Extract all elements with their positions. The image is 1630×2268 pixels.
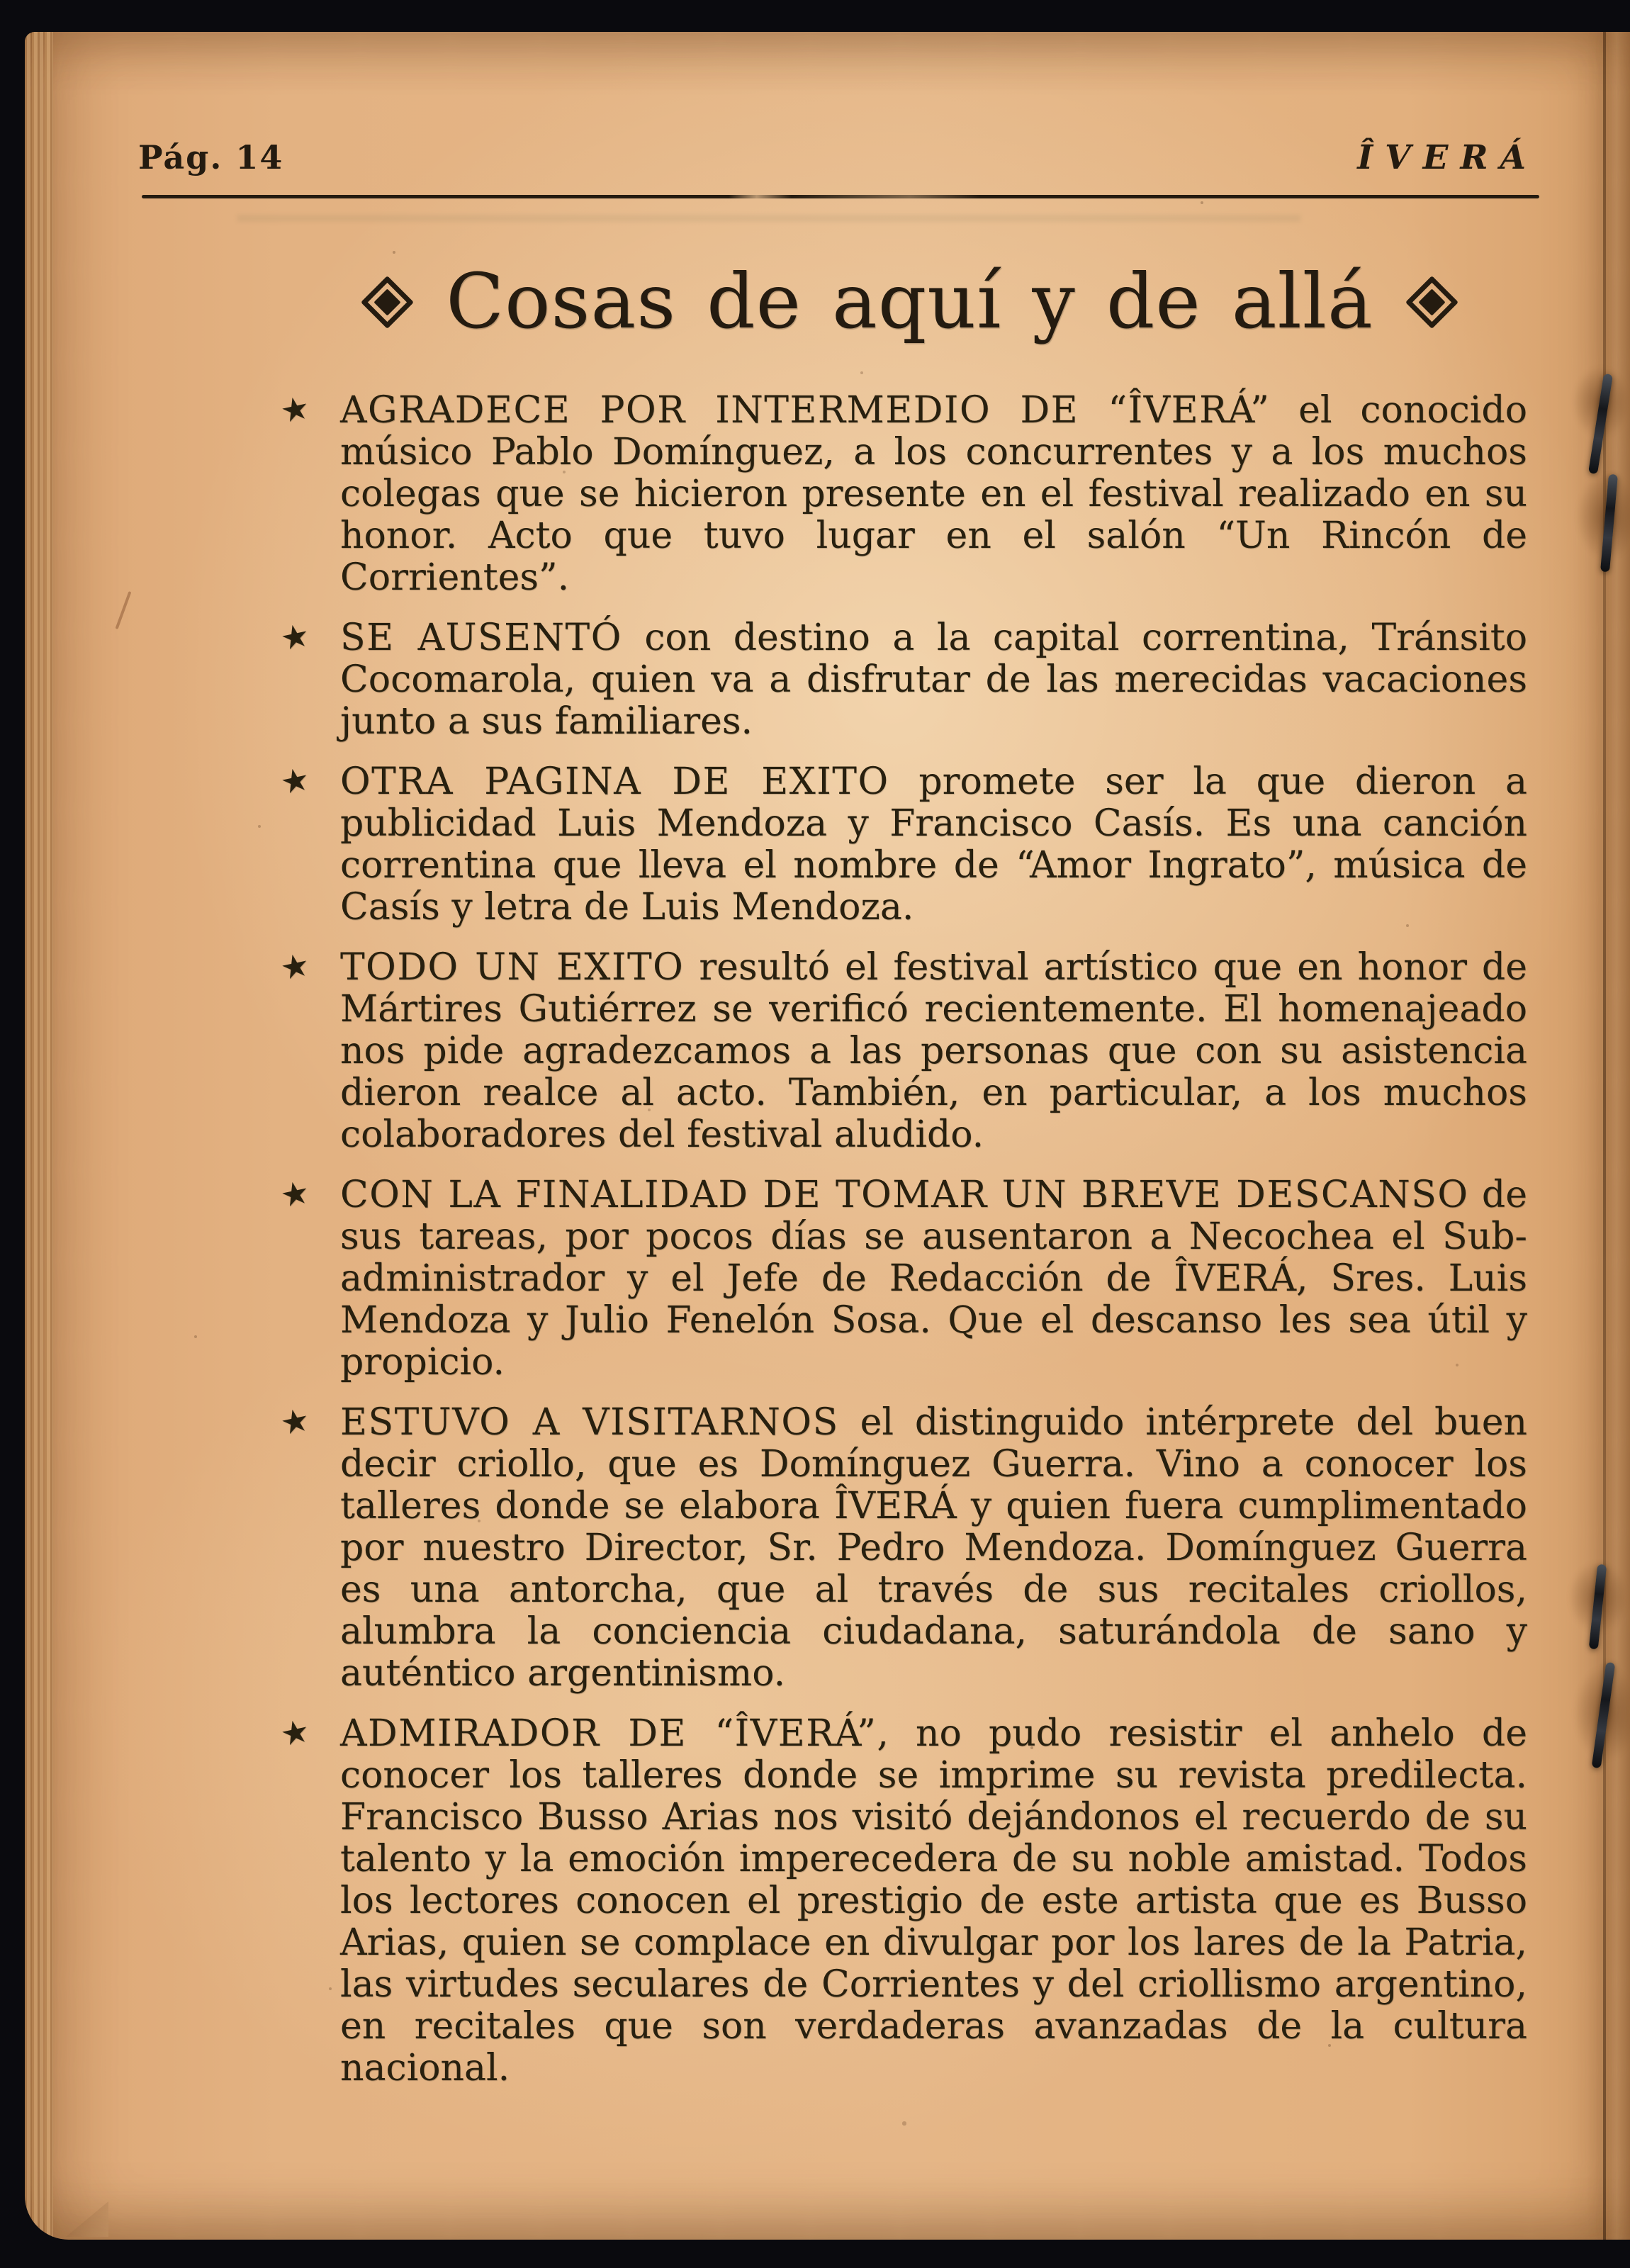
star-bullet-icon: ★ xyxy=(276,1172,313,1216)
magazine-title: ÎVERÁ xyxy=(1357,138,1538,177)
star-bullet-icon: ★ xyxy=(276,945,313,988)
star-bullet-icon: ★ xyxy=(276,615,313,658)
news-item-lead: OTRA PAGINA DE EXITO xyxy=(340,760,889,803)
news-item xyxy=(276,388,1552,599)
news-item-text xyxy=(340,1174,1527,1383)
news-item-lead: ADMIRADOR DE “ÎVERÁ” xyxy=(340,1712,877,1755)
diamond-icon xyxy=(361,276,414,329)
page-number-label: Pág. 14 xyxy=(138,138,284,176)
news-item-text xyxy=(340,761,1527,928)
magazine-page xyxy=(25,32,1630,2240)
paper-specks xyxy=(25,32,26,33)
news-item xyxy=(276,1711,1552,2089)
news-item-body: promete ser la que dieron a publicidad Luis Mendoza y Francisco Casís. Es una canción correntina que lleva el nombre de “Amor Ingrato”, música de Casís y letra de Luis Mendoza. xyxy=(340,760,1527,928)
news-item-body: resultó el festival artístico que en honor de Mártires Gutiérrez se verificó recientemente. El homenajeado nos pide agradezcamos a las personas que con su asistencia dieron realce al acto. También, en particular, a los muchos colaboradores del festival aludido. xyxy=(340,946,1527,1156)
page-edge-stack xyxy=(25,32,53,2240)
star-bullet-icon: ★ xyxy=(276,388,313,431)
news-item xyxy=(276,945,1552,1156)
news-item-lead: ESTUVO A VISITARNOS xyxy=(340,1401,839,1444)
news-items-list xyxy=(276,388,1552,2108)
news-item-text xyxy=(340,947,1527,1156)
star-bullet-icon: ★ xyxy=(276,1711,313,1754)
diamond-icon xyxy=(1405,276,1458,329)
news-item-text xyxy=(340,617,1527,743)
news-item-lead: CON LA FINALIDAD DE TOMAR UN BREVE DESCANSO xyxy=(340,1174,1469,1216)
paper-fiber-mark xyxy=(116,591,132,629)
news-item-lead: SE AUSENTÓ xyxy=(340,617,622,659)
news-item xyxy=(276,1172,1552,1383)
news-item xyxy=(276,1400,1552,1695)
star-bullet-icon: ★ xyxy=(276,1400,313,1443)
news-item-body: el conocido músico Pablo Domínguez, a los concurrentes y a los muchos colegas que se hicieron presente en el festival realizado en su honor. Acto que tuvo lugar en el salón “Un Rincón de Corrientes”. xyxy=(340,389,1527,599)
corner-fold xyxy=(66,2201,108,2237)
news-item-body: , no pudo resistir el anhelo de conocer los talleres donde se imprime su revista predilecta. Francisco Busso Arias nos visitó dejándonos el recuerdo de su talento y la emoción imperecedera de su noble amistad. Todos los lectores conocen el prestigio de este artista que es Busso Arias, quien se complace en divulgar por los lares de la Patria, las virtudes seculares de Corrientes y del criollismo argentino, en recitales que son verdaderas avanzadas de la cultura nacional. xyxy=(340,1712,1527,2089)
section-title xyxy=(25,258,1630,346)
rust-stain xyxy=(1564,456,1630,578)
section-title-text: Cosas de aquí y de allá xyxy=(446,258,1373,347)
news-item-text xyxy=(340,1713,1527,2089)
section-title-inner xyxy=(369,258,1451,346)
news-item-body: de sus tareas, por pocos días se ausentaron a Necochea el Sub-administrador y el Jefe de Redacción de ÎVERÁ, Sres. Luis Mendoza y Julio Fenelón Sosa. Que el descanso les sea útil y propicio. xyxy=(340,1174,1527,1383)
news-item-lead: AGRADECE POR INTERMEDIO DE “ÎVERÁ” xyxy=(340,389,1271,432)
header-rule xyxy=(142,195,1539,198)
news-item-body: el distinguido intérprete del buen decir criollo, que es Domínguez Guerra. Vino a conocer los talleres donde se elabora ÎVERÁ y quien fuera cumplimentado por nuestro Director, Sr. Pedro Mendoza. Domínguez Guerra es una antorcha, que al través de sus recitales criollos, alumbra la conciencia ciudadana, saturándola de sano y auténtico argentinismo. xyxy=(340,1401,1527,1695)
news-item xyxy=(276,615,1552,743)
news-item-text xyxy=(340,1402,1527,1695)
page-header xyxy=(138,138,1538,177)
news-item-body: con destino a la capital correntina, Tránsito Cocomarola, quien va a disfrutar de las merecidas vacaciones junto a sus familiares. xyxy=(340,617,1527,743)
print-showthrough xyxy=(237,215,1300,222)
news-item-lead: TODO UN EXITO xyxy=(340,946,685,989)
star-bullet-icon: ★ xyxy=(276,759,313,802)
news-item xyxy=(276,759,1552,928)
news-item-text xyxy=(340,390,1527,599)
